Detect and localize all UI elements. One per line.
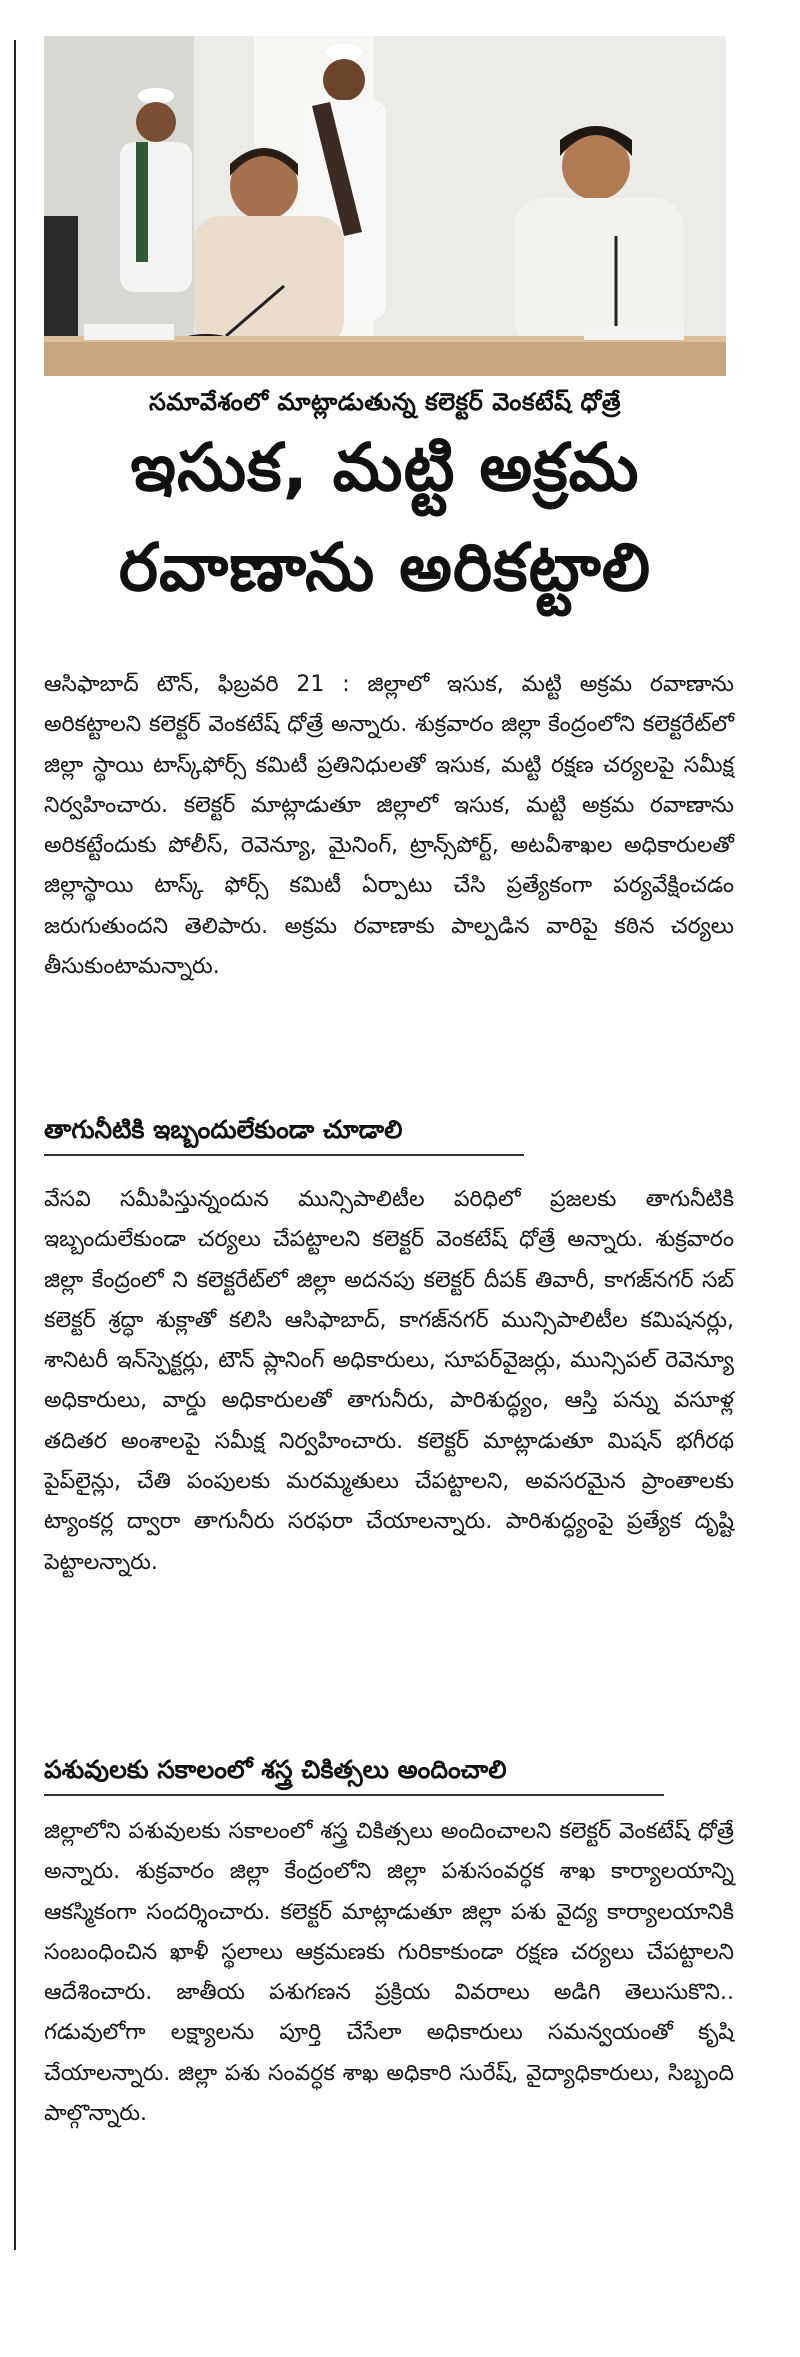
news-photo — [44, 36, 726, 376]
article-paragraph-2: వేసవి సమీపిస్తున్నందున మున్సిపాలిటీల పరిధిలో ప్రజలకు తాగునీటికి ఇబ్బందులేకుండా చర్యలు చేపట్టాలని కలెక్టర్ వెంకటేష్ ధోత్రే అన్నారు. శుక్రవారం జిల్లా కేంద్రంలో ని కలెక్టరేట్‌లో జిల్లా అదనపు కలెక్టర్ దీపక్ తివారీ, కాగజ్‌నగర్ సబ్ కలెక్టర్ శ్రద్ధా శుక్లాతో కలిసి ఆసిఫాబాద్, కాగజ్‌నగర్ మున్సిపాలిటీల కమిషనర్లు, శానిటరీ ఇన్‌స్పెక్టర్లు, టౌన్ ప్లానింగ్ అధికారులు, సూపర్‌వైజర్లు, మున్సిపల్ రెవెన్యూ అధికారులు, వార్డు అధికారులతో తాగునీరు, పారిశుద్ధ్యం, ఆస్తి పన్ను వసూళ్ల తదితర అంశాలపై సమీక్ష నిర్వహించారు. కలెక్టర్ మాట్లాడుతూ మిషన్ భగీరథ పైప్‌లైన్లు, చేతి పంపులకు మరమ్మతులు చేపట్టాలని, అవసరమైన ప్రాంతాలకు ట్యాంకర్ల ద్వారా తాగునీరు సరఫరా చేయాలన్నారు. పారిశుద్ధ్యంపై ప్రత్యేక దృష్టి పెట్టాలన్నారు. — [44, 1187, 734, 1575]
headline-line-2: రవాణాను అరికట్టాలి — [118, 529, 652, 606]
subheading-underline-2 — [44, 1794, 664, 1796]
subheading-drinking-water: తాగునీటికి ఇబ్బందులేకుండా చూడాలి — [44, 1115, 403, 1144]
headline-line-1: ఇసుక, మట్టి అక్రమ — [130, 429, 640, 506]
subheading-underline-1 — [44, 1154, 524, 1156]
subheading-livestock: పశువులకు సకాలంలో శస్త్ర చికిత్సలు అందించాలి — [44, 1755, 507, 1784]
article-paragraph-3: జిల్లాలోని పశువులకు సకాలంలో శస్త్ర చికిత్సలు అందించాలని కలెక్టర్ వెంకటేష్ ధోత్రే అన్నారు. శుక్రవారం జిల్లా కేంద్రంలోని జిల్లా పశుసంవర్ధక శాఖ కార్యాలయాన్ని ఆకస్మికంగా సందర్శించారు. కలెక్టర్ మాట్లాడుతూ జిల్లా పశు వైద్య కార్యాలయానికి సంబంధించిన ఖాళీ స్థలాలు ఆక్రమణకు గురికాకుండా రక్షణ చర్యలు చేపట్టాలని ఆదేశించారు. జాతీయ పశుగణన ప్రక్రియ వివరాలు అడిగి తెలుసుకొని.. గడువులోగా లక్ష్యాలను పూర్తి చేసేలా అధికారులు సమన్వయంతో కృషి చేయాలన్నారు. జిల్లా పశు సంవర్ధక శాఖ అధికారి సురేష్, వైద్యాధికారులు, సిబ్బంది పాల్గొన్నారు. — [44, 1819, 734, 2127]
photo-caption: సమావేశంలో మాట్లాడుతున్న కలెక్టర్ వెంకటేష్ ధోత్రే — [148, 388, 622, 416]
article-paragraph-1: ఆసిఫాబాద్ టౌన్, ఫిబ్రవరి 21 : జిల్లాలో ఇసుక, మట్టి అక్రమ రవాణాను అరికట్టాలని కలెక్టర్ వెంకటేష్ ధోత్రే అన్నారు. శుక్రవారం జిల్లా కేంద్రంలోని కలెక్టరేట్‌లో జిల్లా స్థాయి టాస్క్‌ఫోర్స్ కమిటీ ప్రతినిధులతో ఇసుక, మట్టి రక్షణ చర్యలపై సమీక్ష నిర్వహించారు. కలెక్టర్ మాట్లాడుతూ జిల్లాలో ఇసుక, మట్టి అక్రమ రవాణాను అరికట్టేందుకు పోలీస్, రెవెన్యూ, మైనింగ్, ట్రాన్స్‌పోర్ట్, అటవీశాఖల అధికారులతో జిల్లాస్థాయి టాస్క్ ఫోర్స్ కమిటీ ఏర్పాటు చేసి ప్రత్యేకంగా పర్యవేక్షించడం జరుగుతుందని తెలిపారు. అక్రమ రవాణాకు పాల్పడిన వారిపై కఠిన చర్యలు తీసుకుంటామన్నారు. — [44, 672, 734, 980]
column-rule — [14, 40, 16, 2250]
photo-icon — [44, 36, 726, 376]
